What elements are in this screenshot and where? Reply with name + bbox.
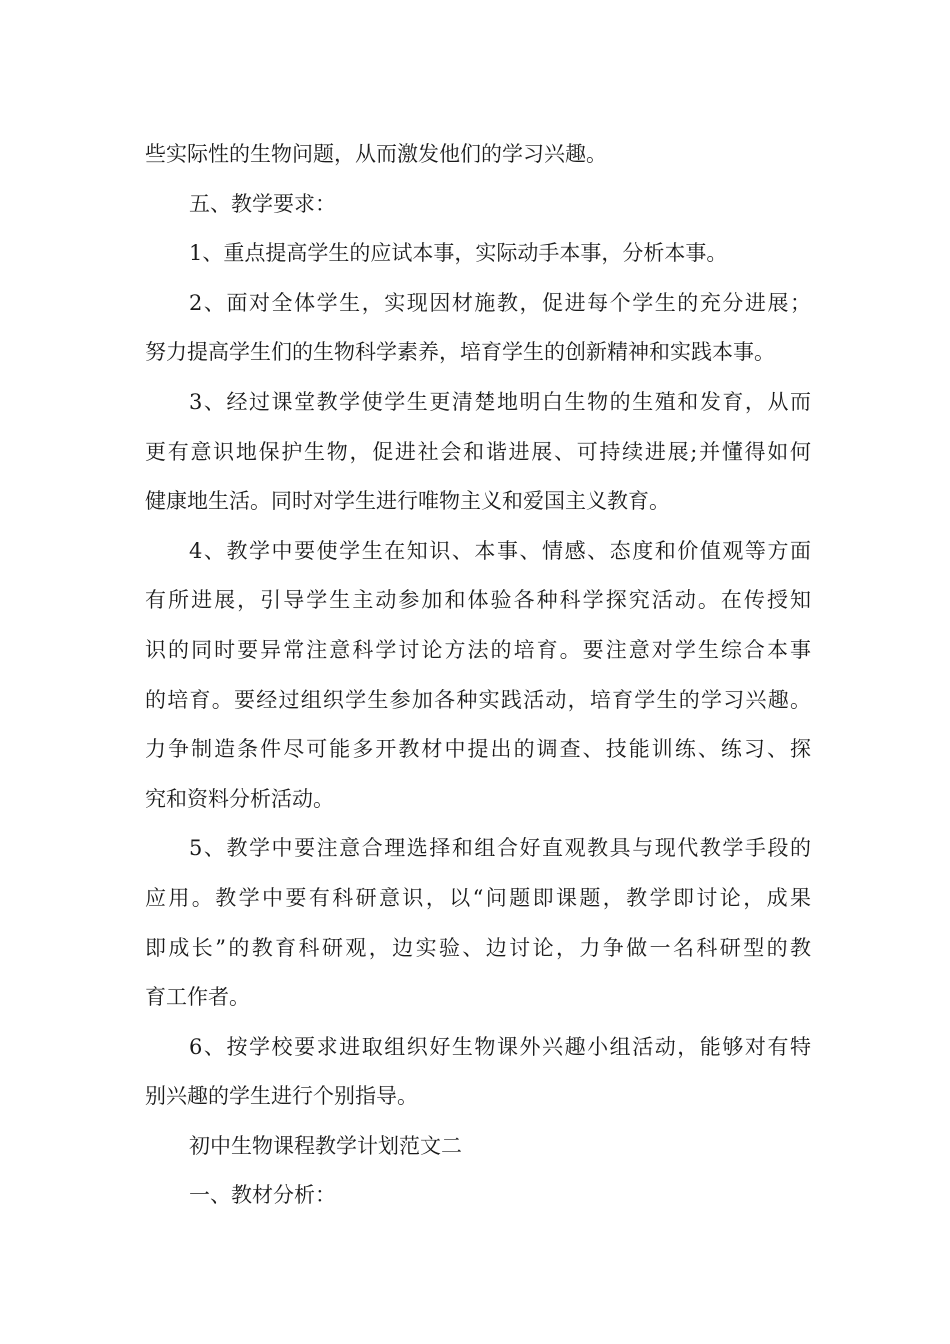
document-body [145, 130, 811, 1221]
paragraph-line: 更有意识地保护生物，促进社会和谐进展、可持续进展;并懂得如何 [145, 439, 811, 464]
paragraph-line: 即成长”的教育科研观，边实验、边讨论，力争做一名科研型的教 [145, 935, 811, 960]
section-heading: 一、教材分析： [189, 1183, 336, 1208]
paragraph-line: 努力提高学生们的生物科学素养，培育学生的创新精神和实践本事。 [145, 340, 775, 365]
paragraph-line: 力争制造条件尽可能多开教材中提出的调查、技能训练、练习、探 [145, 737, 811, 762]
paragraph-line: 5、教学中要注意合理选择和组合好直观教具与现代教学手段的 [189, 836, 811, 861]
paragraph-line: 识的同时要异常注意科学讨论方法的培育。要注意对学生综合本事 [145, 637, 811, 662]
paragraph-line: 的培育。要经过组织学生参加各种实践活动，培育学生的学习兴趣。 [145, 687, 811, 712]
paragraph-line: 育工作者。 [145, 985, 250, 1010]
paragraph-line: 应用。教学中要有科研意识，以“问题即课题，教学即讨论，成果 [145, 885, 811, 910]
section-heading: 初中生物课程教学计划范文二 [189, 1133, 462, 1158]
paragraph-line: 1、重点提高学生的应试本事，实际动手本事，分析本事。 [189, 241, 728, 266]
paragraph-line: 3、经过课堂教学使学生更清楚地明白生物的生殖和发育，从而 [189, 389, 811, 414]
paragraph-line: 有所进展，引导学生主动参加和体验各种科学探究活动。在传授知 [145, 588, 811, 613]
paragraph-line: 6、按学校要求进取组织好生物课外兴趣小组活动，能够对有特 [189, 1034, 811, 1059]
paragraph-line: 2、面对全体学生，实现因材施教，促进每个学生的充分进展； [189, 290, 811, 315]
paragraph-line: 健康地生活。同时对学生进行唯物主义和爱国主义教育。 [145, 489, 670, 514]
paragraph-line: 4、教学中要使学生在知识、本事、情感、态度和价值观等方面 [189, 538, 811, 563]
paragraph-line: 些实际性的生物问题，从而激发他们的学习兴趣。 [145, 142, 607, 166]
section-heading: 五、教学要求： [189, 191, 336, 216]
paragraph-line: 别兴趣的学生进行个别指导。 [145, 1084, 418, 1109]
paragraph-line: 究和资料分析活动。 [145, 786, 334, 811]
